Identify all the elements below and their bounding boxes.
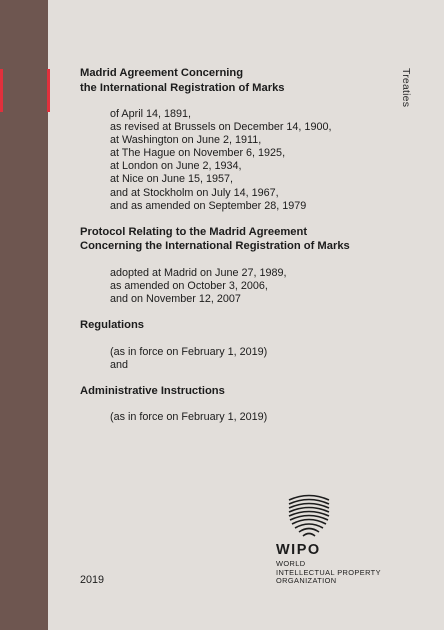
section-details: of April 14, 1891, as revised at Brussels on December 14, 1900, at Washington on June 2, 1911, at The Hague on November 6, 1925, at London on June 2, 1934, at Nice on June 15, 1957, and at Stockholm on July 14, 1967, and as amended on September 28, 1979 xyxy=(110,108,332,212)
section-heading: Protocol Relating to the Madrid Agreement Concerning the International Registration of Marks xyxy=(80,225,350,253)
spine-accent-mark-left xyxy=(0,69,3,112)
wipo-wordmark: WIPO xyxy=(276,542,321,558)
section-heading: Regulations xyxy=(80,319,145,332)
series-label: Treaties xyxy=(400,68,412,108)
section-details: (as in force on February 1, 2019) xyxy=(110,411,268,424)
section-heading: Administrative Instructions xyxy=(80,384,225,397)
section-details: (as in force on February 1, 2019) and xyxy=(110,345,268,371)
section-madrid-agreement xyxy=(80,66,380,213)
section-regulations xyxy=(80,318,380,372)
section-details: adopted at Madrid on June 27, 1989, as amended on October 3, 2006, and on November 12, 2007 xyxy=(110,266,287,305)
section-administrative-instructions xyxy=(80,384,380,425)
wipo-globe-icon xyxy=(286,492,332,540)
spine-accent-mark-right xyxy=(47,69,50,112)
cover-spine xyxy=(0,0,48,630)
section-heading: Madrid Agreement Concerning the International Registration of Marks xyxy=(80,67,285,94)
cover-content xyxy=(80,66,380,424)
wipo-logo xyxy=(276,492,436,586)
section-madrid-protocol xyxy=(80,225,380,306)
organization-name: WORLD INTELLECTUAL PROPERTY ORGANIZATION xyxy=(276,559,381,586)
publication-year: 2019 xyxy=(80,574,105,586)
